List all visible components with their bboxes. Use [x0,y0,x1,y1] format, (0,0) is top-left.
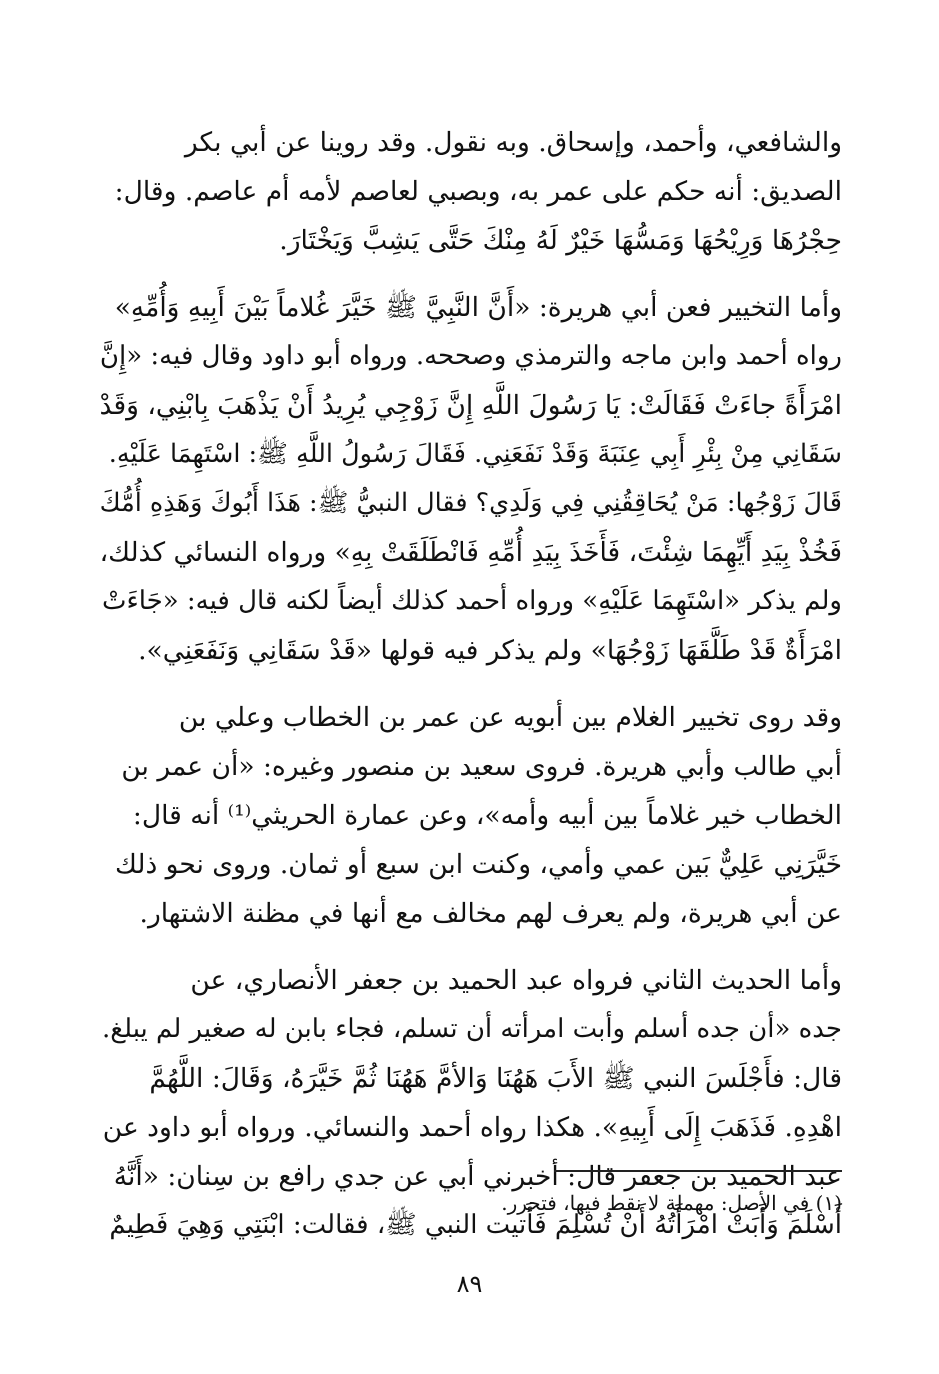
text-line: أَسْلَمَ وَأَبَتْ امْرَأَتُهُ أَنْ تُسْلِمَ فَأَتيت النبي ﷺ، فقالت: ابْنَتِي وَهِيَ فَطِيمٌ [109,1210,842,1240]
text-line: امْرَأَةٌ قَدْ طَلَّقَهَا زَوْجُهَا» ولم يذكر فيه قولها «قَدْ سَقَانِي وَنَفَعَنِي». [138,635,842,666]
text-line: وأما الحديث الثاني فرواه عبد الحميد بن جعفر الأنصاري، عن [190,965,842,996]
text-line: امْرَأَةً جاءَتْ فَقَالَتْ: يَا رَسُولَ اللَّهِ إِنَّ زَوْجِي يُرِيدُ أَنْ يَذْهَبَ بِابْنِي، وَقَدْ [99,390,842,421]
footnote-divider [554,1170,842,1172]
paragraph [100,118,842,265]
paragraph [100,693,842,938]
text-line: الصديق: أنه حكم على عمر به، وبصبي لعاصم لأمه أم عاصم. وقال: [114,176,842,207]
paragraph [100,283,842,675]
page-number: ٨٩ [456,1270,483,1298]
text-line: وأما التخيير فعن أبي هريرة: «أَنَّ النَّبِيَّ ﷺ خَيَّرَ غُلاماً بَيْنَ أَبِيهِ وَأُمِّهِ» [114,292,842,323]
text-line: جده «أن جده أسلم وأبت امرأته أن تسلم، فجاء بابن له صغير لم يبلغ. [102,1014,842,1044]
text-line: اهْدِهِ. فَذَهَبَ إِلَى أَبِيهِ». هكذا رواه أحمد والنسائي. ورواه أبو داود عن [102,1112,842,1143]
text-line: حِجْرُهَا وَرِيْحُهَا وَمَسُّهَا خَيْرٌ لَهُ مِنْكَ حَتَّى يَشِبَّ وَيَخْتَارَ. [279,225,842,256]
footnote: (١) في الأصل: مهملة لا نقط فيها، فتحرر. [501,1191,842,1215]
text-line: عبد الحميد بن جعفر قال: أخبرني أبي عن جدي رافع بن سِنان: «أَنَّهُ [113,1161,842,1192]
text-line: قَالَ زَوْجُها: مَنْ يُحَاقِقُنِي فِي وَلَدِي؟ فقال النبيُّ ﷺ: هَذَا أَبُوكَ وَهَذِهِ أُمُّكَ [99,488,842,518]
text-line: وقد روى تخيير الغلام بين أبويه عن عمر بن الخطاب وعلي بن [178,702,842,733]
text-line: ولم يذكر «اسْتَهِمَا عَلَيْهِ» ورواه أحمد كذلك أيضاً لكنه قال فيه: «جَاءَتْ [102,586,842,616]
text-line: عن أبي هريرة، ولم يعرف لهم مخالف مع أنها في مظنة الاشتهار. [139,898,842,929]
text-line: الخطاب خير غلاماً بين أبيه وأمه»، وعن عمارة الحريثي⁽¹⁾ أنه قال: [132,800,842,831]
page-body [100,118,842,1250]
text-line: خَيَّرَنِي عَلِيٌّ بَين عمي وأمي، وكنت ابن سبع أو ثمان. وروى نحو ذلك [115,849,842,880]
text-line: أبي طالب وأبي هريرة. فروى سعيد بن منصور وغيره: «أن عمر بن [121,751,842,782]
text-line: قال: فأَجْلَسَ النبي ﷺ الأَبَ هَهُنَا وَالأمَّ هَهُنَا ثُمَّ خَيَّرَهُ، وَقَالَ: اللَّهُمَّ [149,1063,842,1094]
text-line: سَقَانِي مِنْ بِئْرِ أَبِي عِنَبَةَ وَقَدْ نَفَعَنِي. فَقَالَ رَسُولُ اللَّهِ ﷺ: اسْتَهِمَا عَلَيْهِ. [108,439,842,469]
text-line: والشافعي، وأحمد، وإسحاق. وبه نقول. وقد روينا عن أبي بكر [184,127,842,158]
text-line: رواه أحمد وابن ماجه والترمذي وصححه. ورواه أبو داود وقال فيه: «إِنَّ [99,341,842,371]
text-line: فَخُذْ بِيَدِ أَيِّهِمَا شِئْتَ، فَأَخَذَ بِيَدِ أُمِّهِ فَانْطَلَقَتْ بِهِ» ورواه النسائي كذلك، [99,537,842,568]
